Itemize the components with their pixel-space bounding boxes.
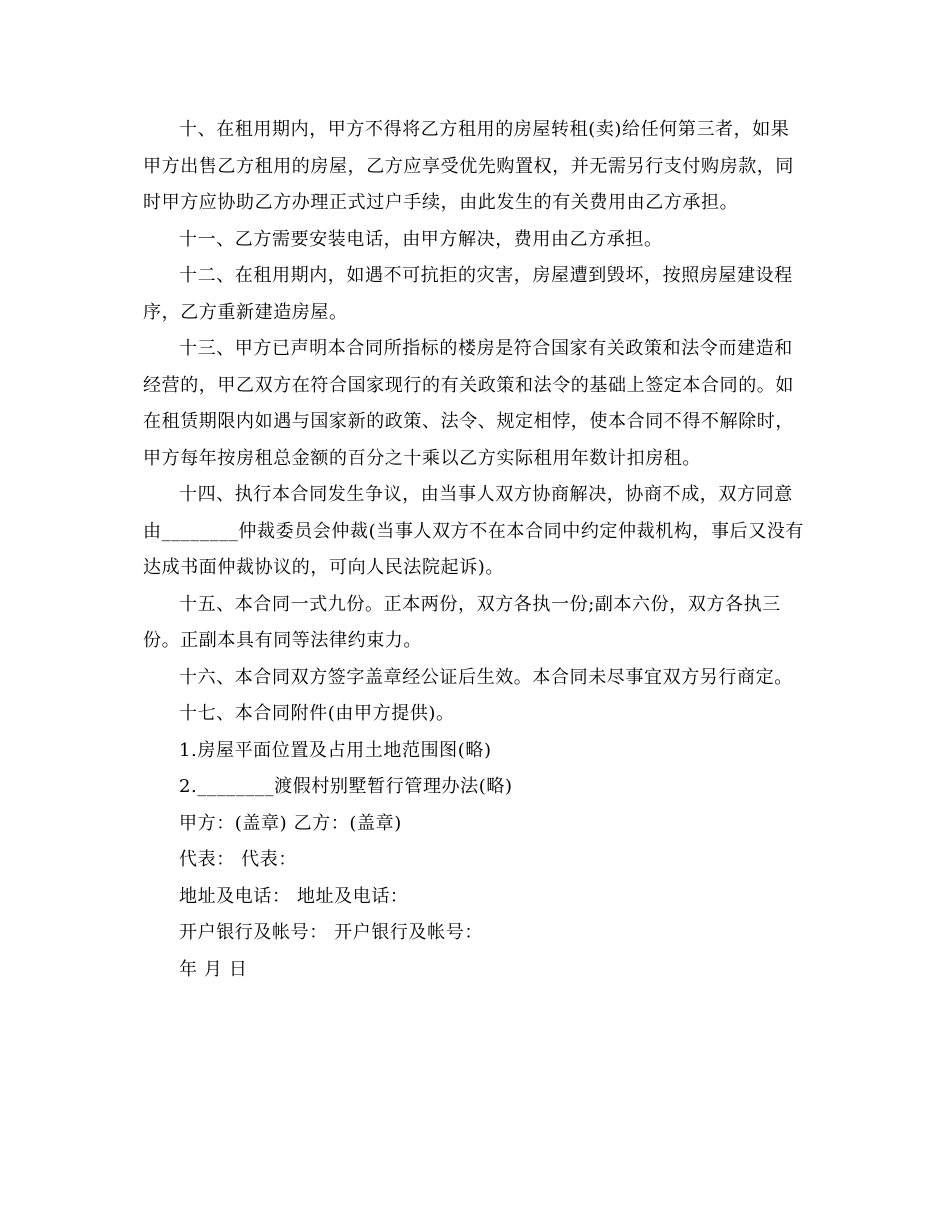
signature-representatives-line: 代表： 代表：: [179, 849, 297, 870]
attachment-1: [143, 733, 808, 770]
signature-date: [143, 952, 808, 989]
clause-13: [143, 331, 808, 477]
signature-bank-account-line: 开户银行及帐号： 开户银行及帐号：: [179, 922, 483, 943]
clause-15-line-2: 份。正副本具有同等法律约束力。: [143, 630, 422, 651]
clause-12-line-1: 十二、在租用期内，如遇不可抗拒的灾害，房屋遭到毁坏，按照房屋建设程: [179, 265, 793, 286]
clause-12-line-2: 序，乙方重新建造房屋。: [143, 301, 348, 323]
clause-10-line-2: 甲方出售乙方租用的房屋，乙方应享受优先购置权，并无需另行支付购房款，同: [143, 155, 794, 177]
attachment-1-line: 1.房屋平面位置及占用土地范围图(略): [179, 739, 492, 761]
signature-date-line: 年 月 日: [179, 958, 248, 980]
document-body: [143, 112, 808, 988]
clause-14-line-3: 达成书面仲裁协议的，可向人民法院起诉)。: [143, 557, 505, 578]
attachment-2-line: 2.________渡假村别墅暂行管理办法(略): [179, 776, 513, 797]
clause-13-line-1: 十三、甲方已声明本合同所指标的楼房是符合国家有关政策和法令而建造和: [179, 338, 793, 359]
clause-11-line-1: 十一、乙方需要安装电话，由甲方解决，费用由乙方承担。: [179, 228, 663, 250]
signature-address-phone-line: 地址及电话： 地址及电话：: [179, 885, 409, 907]
clause-14: [143, 477, 808, 587]
signature-address-phone: [143, 879, 808, 916]
clause-13-line-2: 经营的，甲乙双方在符合国家现行的有关政策和法令的基础上签定本合同的。如: [143, 374, 794, 396]
clause-15-line-1: 十五、本合同一式九份。正本两份，双方各执一份;副本六份，双方各执三: [179, 593, 781, 615]
signature-parties-line: 甲方：(盖章) 乙方：(盖章): [179, 812, 402, 834]
clause-10: [143, 112, 808, 222]
clause-10-line-3: 时甲方应协助乙方办理正式过户手续，由此发生的有关费用由乙方承担。: [143, 192, 739, 213]
clause-17-line-1: 十七、本合同附件(由甲方提供)。: [179, 703, 455, 724]
clause-14-line-1: 十四、执行本合同发生争议，由当事人双方协商解决，协商不成，双方同意: [179, 484, 793, 505]
clause-13-line-3: 在租赁期限内如遇与国家新的政策、法令、规定相悖，使本合同不得不解除时，: [143, 411, 794, 432]
clause-12: [143, 258, 808, 331]
signature-representatives: [143, 842, 808, 879]
clause-11: [143, 222, 808, 259]
clause-14-line-2: 由________仲裁委员会仲裁(当事人双方不在本合同中约定仲裁机构，事后又没有: [143, 520, 805, 542]
clause-13-line-4: 甲方每年按房租总金额的百分之十乘以乙方实际租用年数计扣房租。: [143, 447, 701, 469]
clause-10-line-1: 十、在租用期内，甲方不得将乙方租用的房屋转租(卖)给任何第三者，如果: [179, 119, 790, 140]
signature-bank-account: [143, 915, 808, 952]
clause-16: [143, 660, 808, 697]
clause-16-line-1: 十六、本合同双方签字盖章经公证后生效。本合同未尽事宜双方另行商定。: [179, 666, 793, 688]
clause-15: [143, 587, 808, 660]
attachment-2: [143, 769, 808, 806]
signature-parties: [143, 806, 808, 843]
clause-17: [143, 696, 808, 733]
